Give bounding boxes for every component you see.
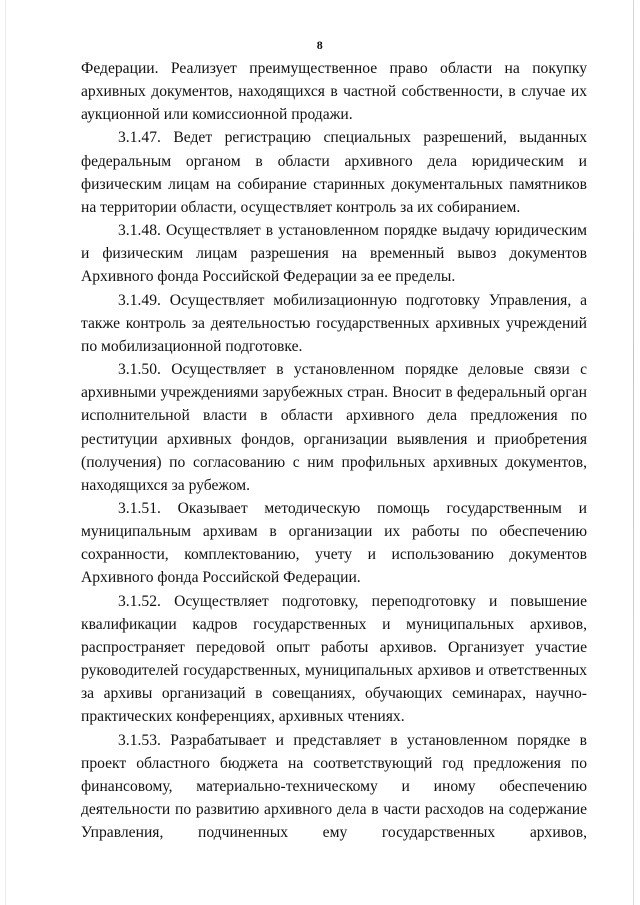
paragraph-3-1-48: 3.1.48. Осуществляет в установленном порядке выдачу юридическим и физическим лицам разрешения на временный вывоз документов Архивного фонда Российской Федерации за ее пределы.: [81, 222, 587, 286]
paragraph-3-1-51: 3.1.51. Оказывает методическую помощь государственным и муниципальным архивам в организации их работы по обеспечению сохранности, комплектованию, учету и использованию документов Архивного фонда Российской Федерации.: [81, 499, 587, 587]
scan-edge-right: [633, 0, 634, 905]
paragraph-3-1-50: 3.1.50. Осуществляет в установленном порядке деловые связи с архивными учреждениями зарубежных стран. Вносит в федеральный орган исполнительной власти в области архивного дела предложения по реституции архивных фондов, организации выявления и приобретения (получения) по согласованию с ним профильных архивных документов, находящихся за рубежом.: [81, 361, 587, 494]
document-body: [81, 57, 587, 844]
paragraph-continuation: Федерации. Реализует преимущественное право области на покупку архивных документов, находящихся в частной собственности, в случае их аукционной или комиссионной продажи.: [81, 60, 587, 124]
paragraph-3-1-47: 3.1.47. Ведет регистрацию специальных разрешений, выданных федеральным органом в области архивного дела юридическим и физическим лицам на собирание старинных документальных памятников на территории области, осуществляет контроль за их собиранием.: [81, 129, 587, 216]
paragraph-3-1-52: 3.1.52. Осуществляет подготовку, переподготовку и повышение квалификации кадров государственных и муниципальных архивов, распространяет передовой опыт работы архивов. Организует участие руководителей государственных, муниципальных архивов и ответственных за архивы организаций в совещаниях, обучающих семинарах, научно-практических конференциях, архивных чтениях.: [81, 592, 587, 726]
paragraph-3-1-49: 3.1.49. Осуществляет мобилизационную подготовку Управления, а также контроль за деятельностью государственных архивных учреждений по мобилизационной подготовке.: [81, 291, 587, 355]
paragraph-3-1-53: 3.1.53. Разрабатывает и представляет в установленном порядке в проект областного бюджета на соответствующий год предложения по финансовому, материально-техническому и иному обеспечению деятельности по развитию архивного дела в части расходов на содержание Управления, подчиненных ему государственных архивов,: [81, 731, 587, 842]
page-number: 8: [316, 38, 324, 52]
scan-edge-left: [5, 0, 6, 905]
